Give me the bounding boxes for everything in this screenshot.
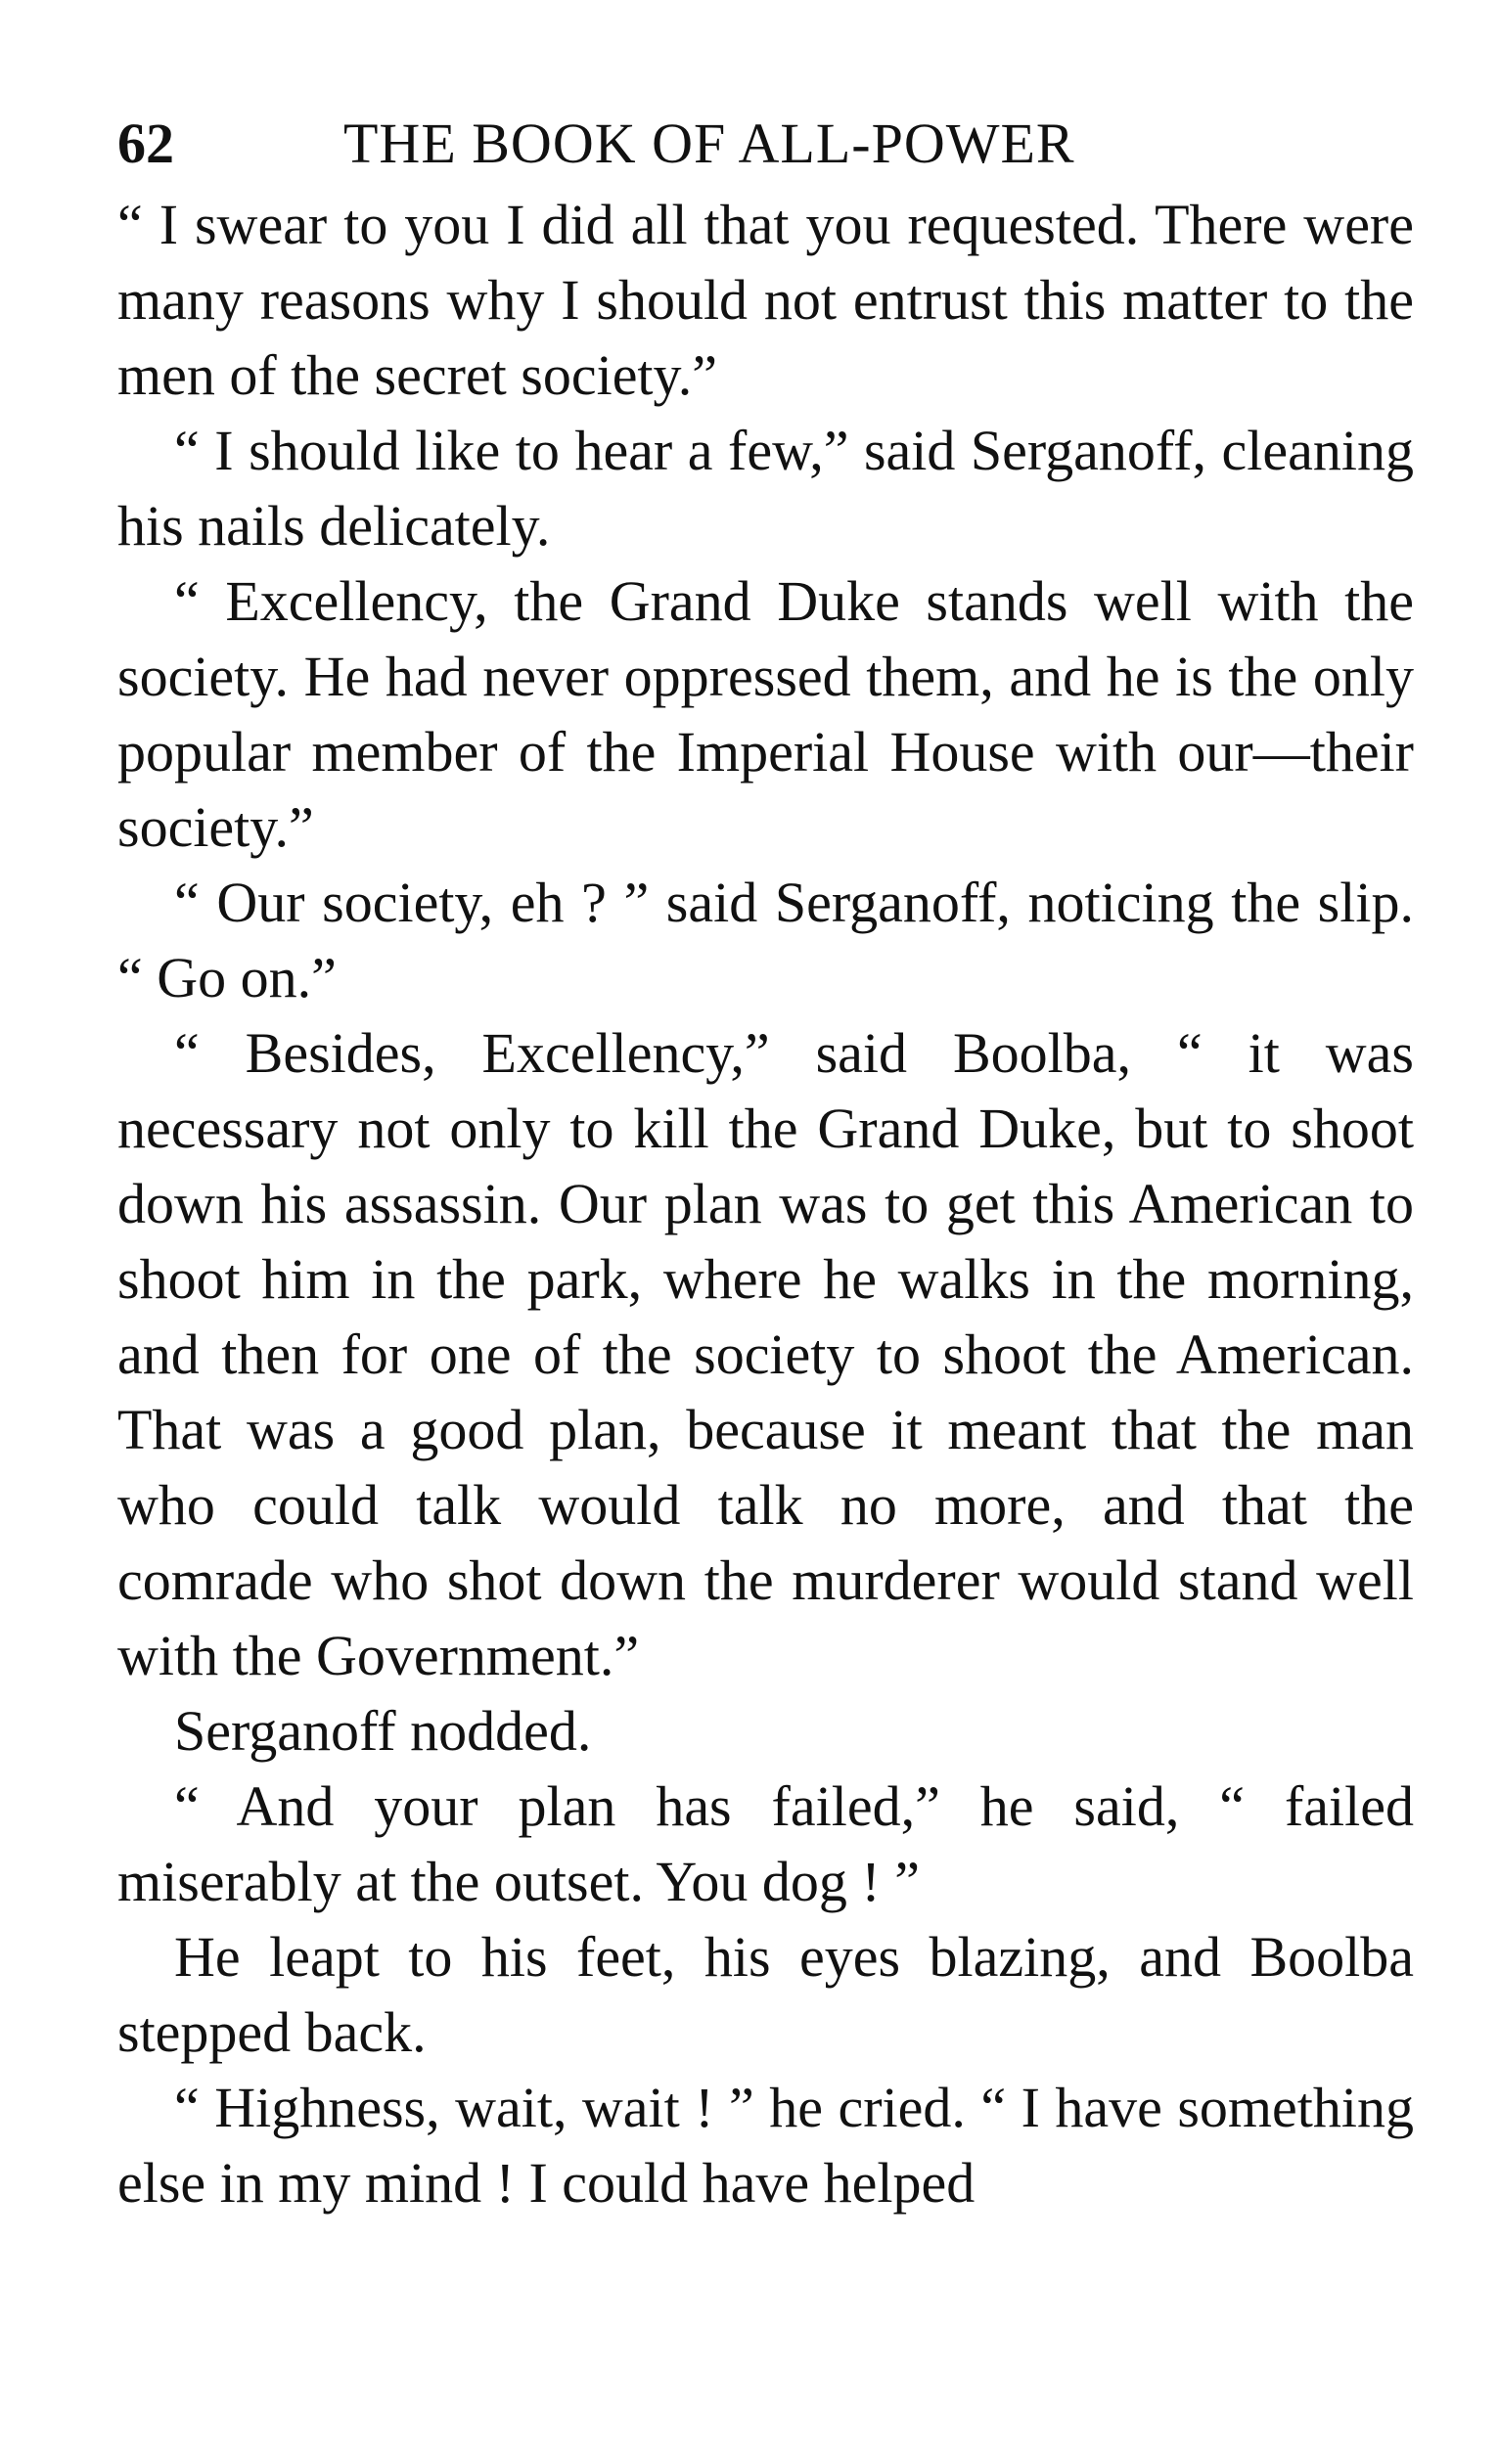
book-page (117, 106, 1414, 2220)
running-title: THE BOOK OF ALL-POWER (343, 112, 1075, 175)
paragraph-boolba-pleads: “ Highness, wait, wait ! ” he cried. “ I have something else in my mind ! I could have helped (117, 2076, 1414, 2215)
paragraph-serganoff-nods: Serganoff nodded. (174, 1699, 592, 1763)
paragraph-grand-duke: “ Excellency, the Grand Duke stands well with the society. He had never oppressed them, and he is the only popular member of the Imperial House with our—their society.” (117, 569, 1414, 859)
paragraph-serganoff-rises: He leapt to his feet, his eyes blazing, and Boolba stepped back. (117, 1925, 1414, 2064)
paragraph-boolba-request: “ I swear to you I did all that you requested. There were many reasons why I should not entrust this matter to the men of the secret society.” (117, 193, 1414, 407)
running-head (117, 106, 1414, 181)
paragraph-our-society: “ Our society, eh ? ” said Serganoff, noticing the slip. “ Go on.” (117, 871, 1414, 1009)
paragraph-plan-failed: “ And your plan has failed,” he said, “ failed miserably at the outset. You dog ! ” (117, 1774, 1414, 1913)
page-text (117, 187, 1414, 2220)
paragraph-plan: “ Besides, Excellency,” said Boolba, “ it was necessary not only to kill the Grand Duke, but to shoot down his assassin. Our plan was to get this American to shoot him in the park, where he walks in the morning, and then for one of the society to shoot the American. That was a good plan, because it meant that the man who could talk would talk no more, and that the comrade who shot down the murderer would stand well with the Government.” (117, 1021, 1414, 1687)
page-number: 62 (117, 112, 174, 175)
paragraph-serganoff-reply: “ I should like to hear a few,” said Serganoff, cleaning his nails delicately. (117, 419, 1414, 558)
